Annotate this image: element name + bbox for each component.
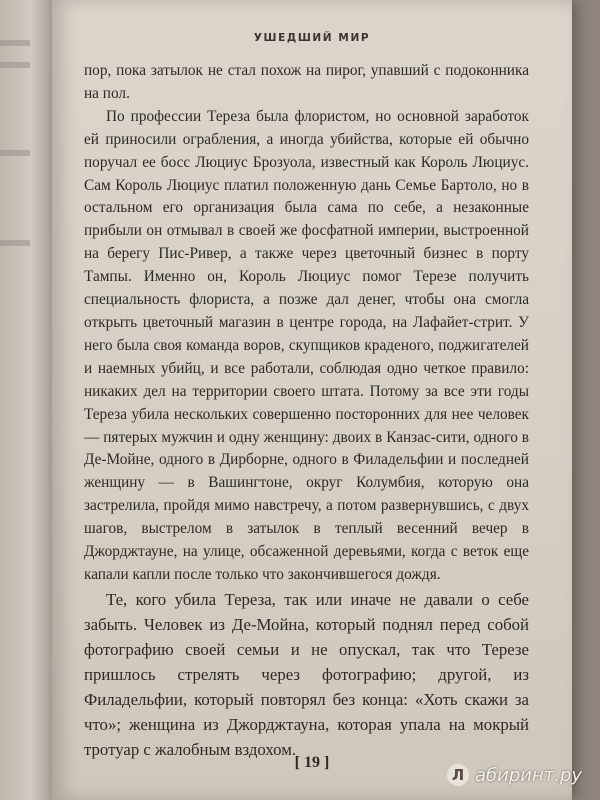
- facing-text-fragment: [0, 150, 30, 156]
- page-text-block: [84, 60, 529, 763]
- paragraph: Те, кого убила Тереза, так или иначе не давали о себе забыть. Человек из Де-Мойна, который поднял перед собой фотографию своей семьи и не опускал, так что Терезе пришлось стрелять через фотографию; другой, из Филадельфии, который повторял без конца: «Хоть скажи за что»; женщина из Джорджтауна, которая упала на мокрый тротуар с жалобным вздохом.: [84, 589, 529, 760]
- facing-text-fragment: [0, 40, 30, 46]
- labirint-watermark: [447, 764, 582, 786]
- paragraph-continuation: пор, пока затылок не стал похож на пирог, упавший с подоконника на пол.: [84, 62, 529, 102]
- book-page: [52, 0, 572, 800]
- watermark-text: абиринт.ру: [474, 764, 582, 786]
- labirint-logo-icon: Л: [447, 764, 469, 786]
- paragraph: По профессии Тереза была флористом, но основной заработок ей приносили ограбления, а иногда убийства, которые ей обычно поручал ее босс Люциус Брозуола, известный как Король Люциус. Сам Король Люциус платил положенную дань Семье Бартоло, но в остальном его организация была сама по себе, а незаконные прибыли он отмывал в своей же фосфатной империи, выстроенной на берегу Пис-Ривер, а также через цветочный бизнес в порту Тампы. Именно он, Король Люциус помог Терезе получить специальность флориста, а позже дал денег, чтобы она смогла открыть цветочный магазин в центре города, на Лафайет-стрит. У него была своя команда воров, скупщиков краденого, поджигателей и наемных убийц, и все работали, соблюдая одно четкое правило: никаких дел на территории своего штата. Потому за все эти годы Тереза убила нескольких совершенно посторонних для нее человек — пятерых мужчин и одну женщину: двоих в Канзас-сити, одного в Де-Мойне, одного в Дирборне, одного в Филадельфии и последней женщину — в Вашингтоне, округ Колумбия, которую она застрелила, пройдя мимо навстречу, а потом развернувшись, с двух шагов, выстрелом в затылок в теплый весенний вечер в Джорджтауне, на улице, обсаженной деревьями, когда с веток еще капали капли после только что закончившегося дождя.: [84, 107, 529, 583]
- facing-page-edge: [0, 0, 52, 800]
- facing-text-fragment: [0, 62, 30, 68]
- running-head: УШЕДШИЙ МИР: [253, 32, 371, 44]
- facing-text-fragment: [0, 240, 30, 246]
- page-number: [ 19 ]: [294, 754, 330, 771]
